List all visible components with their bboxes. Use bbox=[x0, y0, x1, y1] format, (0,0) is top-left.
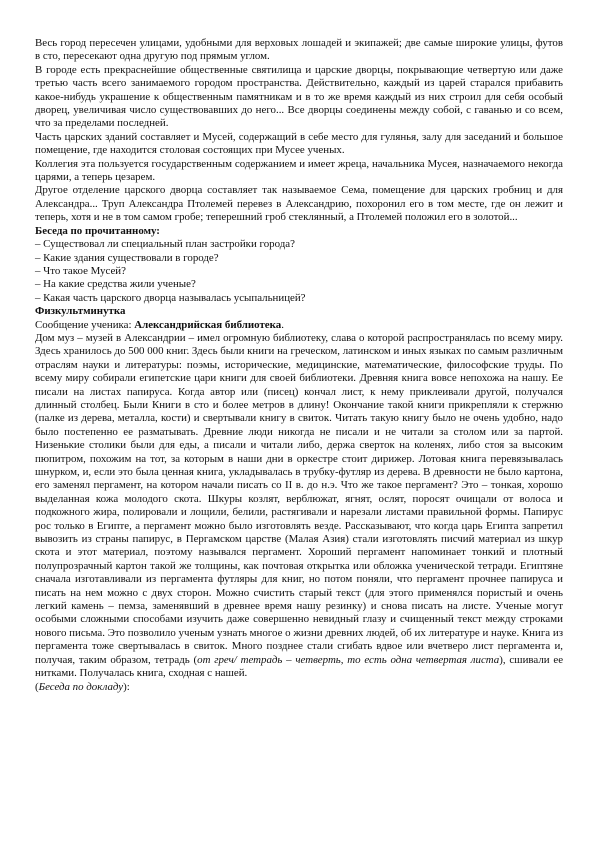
report-lead: Сообщение ученика: bbox=[35, 318, 135, 331]
question-item: – Существовал ли специальный план застройки города? bbox=[35, 238, 295, 251]
intro-paragraph-sema: Другое отделение царского дворца составляет так называемое Сема, помещение для царских гробниц и для Александра... Труп Александра Птолемей перевез в Александрию, похоронил его в том месте, где он лежит и теперь, хотя и не в том самом гробе; теперешний гроб стеклянный, а Птолемей положил его в золотой... bbox=[35, 184, 563, 224]
closing-open: ( bbox=[35, 680, 39, 693]
intro-paragraph-streets: Весь город пересечен улицами, удобными для верховых лошадей и экипажей; две самые широкие улицы, футов в сто, пересекают одна другую под прямым углом. bbox=[35, 37, 563, 63]
report-body-end: ), сшивали ее нитками. Получалась книга, сходная с нашей. bbox=[35, 653, 564, 680]
intro-paragraph-palaces: В городе есть прекраснейшие общественные святилища и царские дворцы, покрывающие четвертую или даже третью часть всего занимаемого городом пространства. Действительно, каждый из царей старался прибавить какое-нибудь украшение к общественным памятникам и в то же время каждый из них строил для себя особый дворец, увеличивая число существовавших до него... Все дворцы соединены между собой, с гаванью и со всем, что за пределами последней. bbox=[35, 63, 563, 130]
report-intro-line bbox=[35, 319, 563, 332]
question-item: – Что такое Мусей? bbox=[35, 264, 126, 277]
question-item: – Какая часть царского дворца называлась усыпальницей? bbox=[35, 291, 306, 304]
closing-close: ): bbox=[123, 680, 130, 693]
discussion-heading: Беседа по прочитанному: bbox=[35, 224, 160, 237]
report-body-text: Дом муз – музей в Александрии – имел огромную библиотеку, слава о которой распространялась по всему миру. Здесь хранилось до 500 000 книг. Здесь были книги на греческом, латинском и иных языках по самым различным отраслям науки и литературы: поэмы, исторические, медицинские, математические, философские труды. По всему миру собирали египетские цари книги для своей библиотеки. Древняя книга вовсе непохожа на нашу. Ее писали на листах папируса. Когда автор или (писец) кончал лист, к нему приклеивали другой, получался длинный столбец. Были Книги в сто и более метров в длину! Окончание такой книги прикрепляли к стержню (палке из дерева, металла, кости) и свертывали книгу в свиток. Читать такую книгу было не очень удобно, надо было постепенно ее разматывать. Древние люди никогда не писали и не читали за столом или за партой. Низенькие столики были для еды, а писали и читали либо, держа сверток на коленях, либо стоя за высоким пюпитром, похожим на тот, за которым в наши дни в оркестре стоит дирижер. Лотовая книга перевязывалась шнурком, и, если это была ценная книга, укладывалась в трубку-футляр из дерева. В древности не было картона, его заменял пергамент, на котором начали писать со II в. до н.э. Что же такое пергамент? Это – тонкая, хорошо выделанная кожа молодого скота. Шкуры козлят, верблюжат, ягнят, ослят, поросят очищали от волоса и подкожного жира, полировали и лощили, белили, растягивали и нарезали листами правильной формы. Папирус рос только в Египте, а пергамент можно было изготовлять везде. Рассказывают, что когда царь Египта запретил вывозить из страны папирус, в Пергамском царстве (Малая Азия) стали изготовлять писчий материал из шкур скота и этот материал, поэтому назывался пергамент. Хороший пергамент напоминает тонкий и плотный полупрозрачный картон такой же толщины, как почтовая открытка или обложка ученической тетради. Египтяне сначала изготавливали из пергамента футляры для книг, но потом поняли, что пергамент прочнее папируса и писать на нем можно с двух сторон. Можно счистить старый текст (для этого применялся пористый и очень легкий камень – пемза, заменявший в древнее время нашу резинку) и снова писать на листе. Ученые могут особыми сложными способами изучить даже совершенно невидный глазу и счищенный текст между строками нового письма. Это позволило ученым узнать многое о жизни древних людей, об их литературе и науке. Книга из пергамента тоже свертывалась в свиток. Много позднее стали сгибать вдвое или вчетверо лист пергамента и, получая, таким образом, тетрадь ( bbox=[35, 331, 563, 666]
closing-line bbox=[35, 681, 563, 694]
report-title-end: . bbox=[281, 318, 284, 331]
report-body bbox=[35, 332, 563, 681]
intro-paragraph-museum: Часть царских зданий составляет и Мусей, содержащий в себе место для гулянья, залу для заседаний и большое помещение, где находится столовая состоящих при Мусее ученых. bbox=[35, 130, 563, 157]
report-body-italic: от греч/ тетрадь – четверть, то есть одна четвертая листа bbox=[197, 653, 500, 666]
closing-italic: Беседа по докладу bbox=[38, 680, 124, 693]
question-item: – На какие средства жили ученые? bbox=[35, 278, 196, 291]
document-page bbox=[35, 37, 563, 694]
question-item: – Какие здания существовали в городе? bbox=[35, 251, 219, 264]
intro-paragraph-collegium: Коллегия эта пользуется государственным содержанием и имеет жреца, начальника Мусея, назначаемого некогда царями, а теперь цезарем. bbox=[35, 157, 563, 184]
report-title: Александрийская библиотека bbox=[134, 318, 282, 331]
physical-break-heading: Физкультминутка bbox=[35, 305, 126, 318]
